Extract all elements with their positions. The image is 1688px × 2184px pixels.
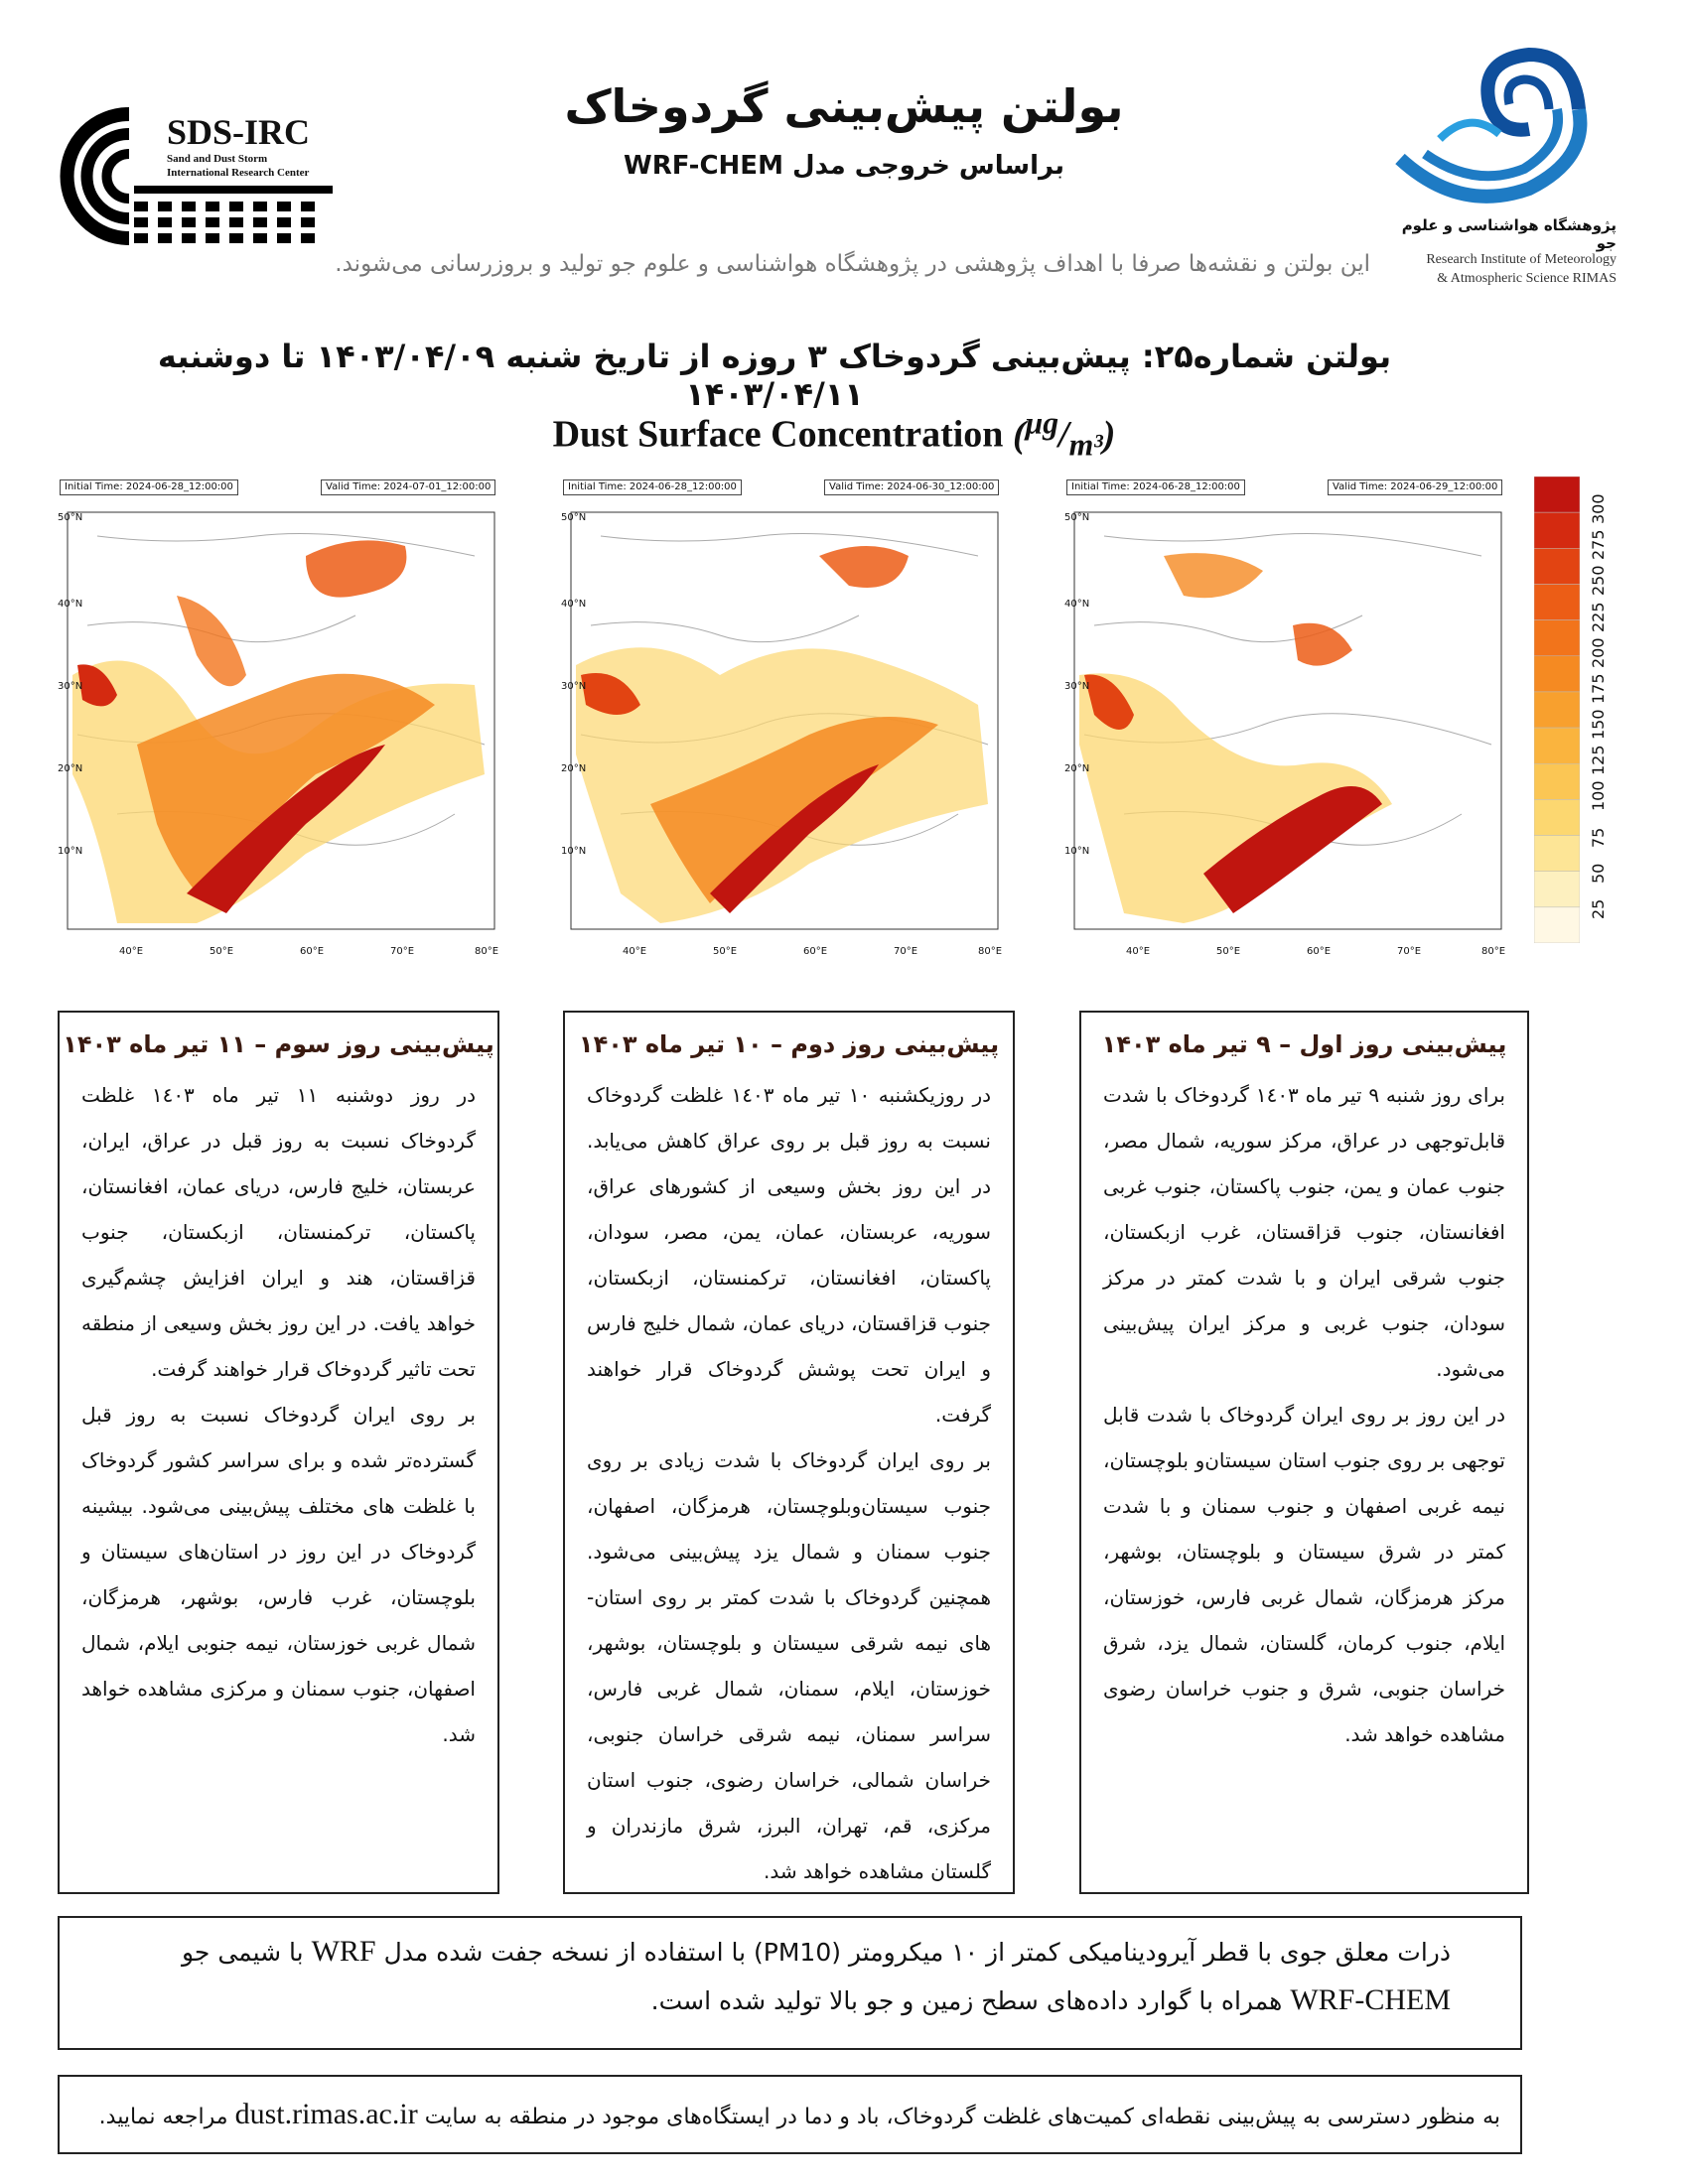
lon-label: 70°E <box>1397 946 1422 957</box>
forecast-day2-title: پیش‌بینی روز دوم – ۱۰ تیر ماه ۱۴۰۳ <box>578 1030 1000 1058</box>
map-title-text: Dust Surface Concentration <box>552 413 1004 456</box>
forecast-day2-body <box>587 1072 991 1894</box>
map-day3-image <box>58 477 499 963</box>
map-day3 <box>58 477 499 963</box>
model-info-box <box>58 1916 1522 2050</box>
forecast-day2-paragraph-2: بر روی ایران گردوخاک با شدت زیادی بر روی جنوب سیستان‌وبلوچستان، هرمزگان، اصفهان، جنوب سمنان و شمال یزد پیش‌بینی می‌شود. همچنین گردوخاک با شدت کمتر بر روی استان-های نیمه شرقی سیستان و بلوچستان، بوشهر، خوزستان، ایلام، سمنان، شمال غربی فارس، سراسر سمنان، نیمه شرقی خراسان جنوبی، خراسان شمالی، خراسان رضوی، جنوب استان مرکزی، قم، تهران، البرز، شرق مازندران و گلستان مشاهده خواهد شد. <box>587 1448 991 1883</box>
colorbar <box>1534 477 1580 943</box>
forecast-day2-box <box>563 1011 1015 1894</box>
lat-label: 10°N <box>58 846 83 857</box>
colorbar-tick-label: 25 <box>1589 898 1608 919</box>
colorbar-segment <box>1534 728 1580 763</box>
lon-label: 80°E <box>978 946 1003 957</box>
model-info-text-a: ذرات معلق جوی با قطر آیرودینامیکی کمتر از ۱۰ میکرومتر (PM10) با استفاده از نسخه جفت شده مدل <box>383 1938 1451 1967</box>
model-info-line-2 <box>119 1977 1451 2025</box>
colorbar-segment <box>1534 477 1580 512</box>
map-unit-numerator: μg <box>1025 405 1059 440</box>
colorbar-segment <box>1534 512 1580 548</box>
lon-label: 80°E <box>475 946 499 957</box>
bulletin-number-title: بولتن شماره۲۵: پیش‌بینی گردوخاک ۳ روزه از تاریخ شنبه ۱۴۰۳/۰۴/۰۹ تا دوشنبه ۱۴۰۳/۰۴/۱۱ <box>157 338 1392 413</box>
colorbar-tick-label: 175 <box>1589 673 1608 704</box>
lon-label: 50°E <box>210 946 234 957</box>
forecast-day1-body <box>1103 1072 1505 1757</box>
lon-label: 80°E <box>1481 946 1506 957</box>
forecast-day3-box <box>58 1011 499 1894</box>
lat-label: 30°N <box>1064 681 1090 692</box>
bulletin-main-title: بولتن پیش‌بینی گردوخاک <box>564 79 1124 133</box>
colorbar-tick-label: 100 <box>1589 780 1608 812</box>
map-day2-valid-time: Valid Time: 2024-06-30_12:00:00 <box>824 479 999 495</box>
lon-label: 60°E <box>803 946 828 957</box>
lat-label: 20°N <box>1064 763 1090 774</box>
colorbar-tick-label: 50 <box>1589 863 1608 884</box>
map-day3-initial-time: Initial Time: 2024-06-28_12:00:00 <box>60 479 238 495</box>
sds-irc-subtitle-1: Sand and Dust Storm <box>167 153 268 165</box>
map-day1-valid-time: Valid Time: 2024-06-29_12:00:00 <box>1328 479 1502 495</box>
lat-label: 40°N <box>561 599 587 610</box>
lon-label: 40°E <box>623 946 647 957</box>
lat-label: 40°N <box>1064 599 1090 610</box>
colorbar-segment <box>1534 656 1580 692</box>
forecast-day1-box <box>1079 1011 1529 1894</box>
model-info-line-1 <box>119 1928 1451 1977</box>
map-day2-image <box>561 477 1003 963</box>
forecast-day1-title: پیش‌بینی روز اول – ۹ تیر ماه ۱۴۰۳ <box>1101 1030 1507 1058</box>
lat-label: 20°N <box>58 763 83 774</box>
bulletin-subtitle: براساس خروجی مدل WRF-CHEM <box>624 151 1064 181</box>
disclaimer-text: این بولتن و نقشه‌ها صرفا با اهداف پژوهشی در پژوهشگاه هواشناسی و علوم جو تولید و بروزرسانی می‌شوند. <box>335 251 1370 277</box>
colorbar-segment <box>1534 799 1580 835</box>
colorbar-segment <box>1534 620 1580 656</box>
website-info-text-b: مراجعه نمایید. <box>98 2105 228 2129</box>
forecast-day3-title: پیش‌بینی روز سوم – ۱۱ تیر ماه ۱۴۰۳ <box>63 1030 494 1058</box>
forecast-day3-paragraph-1: در روز دوشنبه ۱۱ تیر ماه ۱٤۰۳ غلظت گردوخاک نسبت به روز قبل در عراق، ایران، عربستان، خلیج فارس، دریای عمان، افغانستان، پاکستان، ترکمنستان، ازبکستان، جنوب قزاقستان، هند و ایران افزایش چشم‌گیری خواهد یافت. در این روز بخش وسیعی از منطقه تحت تاثیر گردوخاک قرار خواهند گرفت. <box>81 1083 477 1381</box>
colorbar-segment <box>1534 907 1580 943</box>
forecast-day1-paragraph-2: در این روز بر روی ایران گردوخاک با شدت قابل توجهی بر روی جنوب استان سیستان‌و بلوچستان، نیمه غربی اصفهان و جنوب سمنان و با شدت کمتر در شرق سیستان و بلوچستان، بوشهر، مرکز هرمزگان، شمال غربی فارس، خوزستان، ایلام، جنوب کرمان، گلستان، شمال یزد، شرق خراسان جنوبی، شرق و جنوب خراسان رضوی مشاهده خواهد شد. <box>1103 1403 1505 1746</box>
website-info-box <box>58 2075 1522 2154</box>
forecast-day1-paragraph-1: برای روز شنبه ۹ تیر ماه ۱٤۰۳ گردوخاک با شدت قابل‌توجهی در عراق، مرکز سوریه، شمال مصر، جنوب عمان و یمن، جنوب پاکستان، جنوب غربی افغانستان، جنوب قزاقستان، غرب ازبکستان، جنوب شرقی ایران و با شدت کمتر در مرکز سودان، جنوب غربی و مرکز ایران پیش‌بینی می‌شود. <box>1103 1083 1505 1381</box>
lat-label: 20°N <box>561 763 587 774</box>
website-link[interactable]: dust.rimas.ac.ir <box>234 2098 418 2130</box>
map-day3-valid-time: Valid Time: 2024-07-01_12:00:00 <box>321 479 495 495</box>
lat-label: 50°N <box>1064 512 1090 523</box>
colorbar-tick-label: 250 <box>1589 565 1608 597</box>
forecast-day3-paragraph-2: بر روی ایران گردوخاک نسبت به روز قبل گسترده‌تر شده و برای سراسر کشور گردوخاک با غلظت های مختلف پیش‌بینی می‌شود. بیشینه گردوخاک در این روز در استان‌های سیستان و بلوچستان، غرب فارس، بوشهر، هرمزگان، شمال غربی خوزستان، نیمه جنوبی ایلام، شمال اصفهان، جنوب سمنان و مرکزی مشاهده خواهد شد. <box>81 1403 476 1746</box>
model-info-text-b: همراه با گوارد داده‌های سطح زمین و جو بالا تولید شده است. <box>650 1986 1283 2015</box>
rimas-persian-name: پژوهشگاه هواشناسی و علوم جو <box>1401 216 1617 252</box>
rimas-english-name-2: & Atmospheric Science RIMAS <box>1437 271 1617 286</box>
map-unit: $(^{\mu g}/_{m^3})$ <box>1012 405 1116 463</box>
rimas-english-name-1: Research Institute of Meteorology <box>1426 252 1617 267</box>
map-day2-initial-time: Initial Time: 2024-06-28_12:00:00 <box>563 479 742 495</box>
rimas-logo <box>1380 40 1618 218</box>
lon-label: 70°E <box>390 946 415 957</box>
colorbar-segment <box>1534 692 1580 728</box>
website-info-text-a: به منظور دسترسی به پیش‌بینی نقطه‌ای کمیت‌های غلظت گردوخاک، باد و دما در ایستگاه‌های موجود در منطقه به سایت <box>424 2105 1500 2129</box>
map-day1-image <box>1064 477 1506 963</box>
colorbar-segment <box>1534 872 1580 907</box>
lon-label: 50°E <box>1216 946 1241 957</box>
colorbar-tick-label: 75 <box>1589 827 1608 848</box>
colorbar-tick-label: 125 <box>1589 745 1608 776</box>
sds-irc-subtitle-2: International Research Center <box>167 167 310 179</box>
map-day1-initial-time: Initial Time: 2024-06-28_12:00:00 <box>1066 479 1245 495</box>
colorbar-tick-label: 200 <box>1589 637 1608 668</box>
map-day1 <box>1064 477 1506 963</box>
lat-label: 30°N <box>561 681 587 692</box>
lon-label: 40°E <box>1126 946 1151 957</box>
lon-label: 70°E <box>894 946 918 957</box>
colorbar-tick-label: 275 <box>1589 529 1608 561</box>
lon-label: 50°E <box>713 946 738 957</box>
lon-label: 60°E <box>300 946 325 957</box>
lat-label: 50°N <box>561 512 587 523</box>
colorbar-tick-label: 150 <box>1589 709 1608 741</box>
colorbar-tick-label: 300 <box>1589 493 1608 525</box>
map-section-title <box>477 405 1192 463</box>
model-info-wrf-chem: WRF-CHEM <box>1290 1983 1451 2016</box>
map-day2 <box>561 477 1003 963</box>
lon-label: 40°E <box>119 946 144 957</box>
lat-label: 10°N <box>561 846 587 857</box>
colorbar-segment <box>1534 836 1580 872</box>
colorbar-segment <box>1534 763 1580 799</box>
colorbar-tick-label: 225 <box>1589 602 1608 632</box>
map-unit-denominator: m³ <box>1068 427 1103 463</box>
lon-label: 60°E <box>1307 946 1332 957</box>
lat-label: 10°N <box>1064 846 1090 857</box>
lat-label: 50°N <box>58 512 83 523</box>
forecast-day3-body <box>81 1072 476 1757</box>
lat-label: 40°N <box>58 599 83 610</box>
model-info-text-c: با شیمی جو <box>182 1938 304 1967</box>
forecast-day2-paragraph-1: در روزیکشنبه ۱۰ تیر ماه ۱٤۰۳ غلظت گردوخاک نسبت به روز قبل بر روی عراق کاهش می‌یابد. در این روز بخش وسیعی از کشورهای عراق، سوریه، عربستان، عمان، یمن، مصر، سودان، پاکستان، افغانستان، ترکمنستان، ازبکستان، جنوب قزاقستان، دریای عمان، شمال خلیج فارس و ایران تحت پوشش گردوخاک قرار خواهند گرفت. <box>587 1083 992 1427</box>
model-info-wrf: WRF <box>311 1935 376 1968</box>
sds-irc-name: SDS-IRC <box>167 112 311 152</box>
colorbar-segment <box>1534 584 1580 619</box>
colorbar-segment <box>1534 548 1580 584</box>
lat-label: 30°N <box>58 681 83 692</box>
